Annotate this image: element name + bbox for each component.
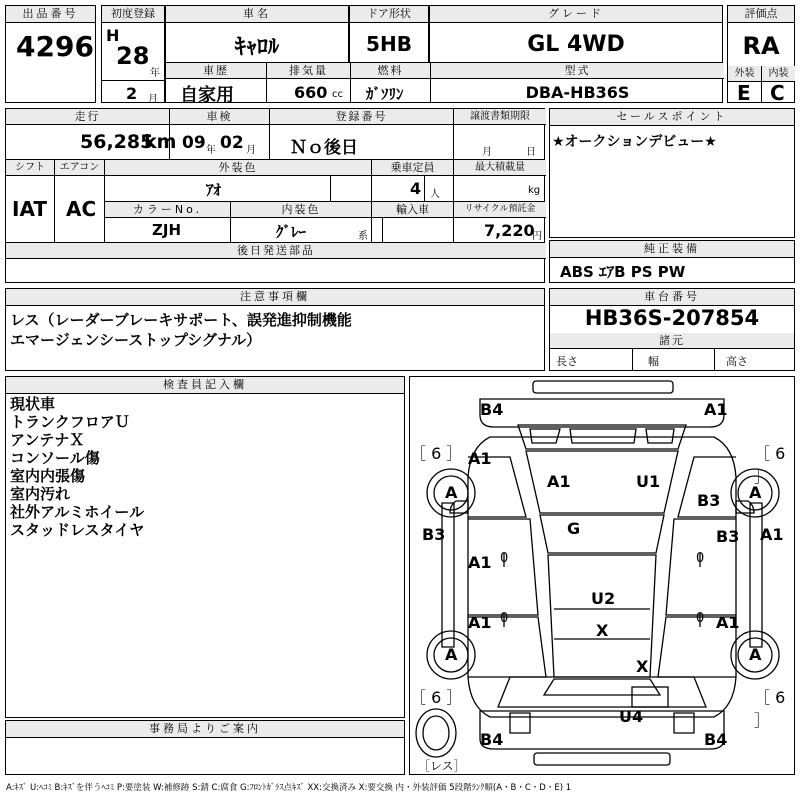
model-label: 型式 [431,63,724,79]
damage-wheel-rl: A [445,645,458,664]
chassis-number: HB36S-207854 [584,306,760,330]
chassis-box [549,288,795,371]
transfer-label: 譲渡書類期限 [454,109,546,125]
intcolor-unit: 系 [358,231,368,242]
grade-box [429,5,723,63]
equipment-box [549,240,795,283]
caution-line1: レス（レーダーブレーキサポート、誤発進抑制機能 [10,311,352,329]
selling-point-label: セールスポイント [550,109,794,126]
colorno-label: カラーNo. [105,202,230,218]
inspection-label: 車検 [170,109,269,125]
inspector-notes [10,395,144,539]
damage-front-right: A1 [704,400,728,419]
first-registration-label: 初度登録 [102,6,164,23]
spare-tire-note: ［レス］ [418,759,466,773]
spec-label: 諸元 [550,333,794,349]
damage-wheel-rr: A [749,645,762,664]
chassis-label: 車台番号 [550,289,794,306]
legend: A:ｷｽﾞ U:ﾍｺﾐ B:ｷｽﾞを伴うﾍｺﾐ P:要塗装 W:補修跡 S:錆 C:腐食 G:ﾌﾛﾝﾄｶﾞﾗｽ点ｷｽﾞ XX:交換済み X:要交換 内・外装評価 5段階ﾗﾝｸ順(A・B・C・D・E) 1 [6,783,572,793]
reg-month: 2 [126,84,138,103]
regno-label: 登録番号 [270,109,453,125]
score-label: 評価点 [728,6,794,23]
note-item: 現状車 [10,395,56,413]
displacement-label: 排気量 [267,63,350,79]
damage-wheel-fr: A [749,483,762,502]
capacity: 4 [410,179,422,198]
damage-trunk: U4 [619,707,644,726]
damage-glass: G [567,519,581,538]
import-label: 輸入車 [372,202,453,218]
note-item: 室内内張傷 [10,467,86,485]
transfer-day-unit: 日 [526,147,536,158]
selling-point-box [549,108,795,238]
damage-rear-right: B4 [704,730,728,749]
transfer-month-unit: 月 [482,147,492,158]
caution-box [5,288,545,371]
door-box [349,5,429,63]
vehicle-info-block [5,108,545,283]
office-box [5,720,405,775]
year-unit: 年 [150,68,160,79]
tire-tread-fr: ［ 6 ］ [754,444,786,486]
car-name-box [165,5,349,63]
lot-number-label: 出品番号 [6,6,95,23]
note-item: 社外アルミホイール [10,503,145,521]
inspector-label: 検査員記入欄 [6,377,404,394]
damage-rear-x: X [636,657,649,676]
era: H [106,26,120,45]
shift: IAT [12,197,48,221]
intcolor-label: 内装色 [231,202,371,218]
note-item: トランクフロアＵ [10,413,130,431]
door-fl-count: 0 [500,551,509,566]
damage-wheel-fl: A [445,483,458,502]
load-label: 最大積載量 [454,160,546,176]
capacity-label: 乗車定員 [372,160,453,176]
damage-front-left: B4 [480,400,504,419]
color-number: ZJH [152,221,182,239]
damage-fender-right: B3 [697,491,721,510]
tire-tread-rl: ［ 6 ］ [410,688,463,707]
ac-label: エアコン [55,160,104,176]
damage-pillar-right: B3 [716,527,740,546]
damage-pillar-left: B3 [422,525,446,544]
lot-number: 4296 [16,30,94,63]
fuel: ｶﾞｿﾘﾝ [366,85,404,103]
interior-grade: C [770,81,785,105]
damage-door-rr: A1 [716,613,740,632]
note-item: コンソール傷 [10,449,100,467]
inspector-box [5,376,405,718]
car-diagram [410,377,794,774]
damage-roof-x: X [596,621,609,640]
insp-month: 02 [220,133,244,153]
height-label: 高さ [726,355,748,368]
mileage: 56,285 [80,131,154,153]
reg-year: 28 [116,42,150,70]
damage-side-right: A1 [760,525,784,544]
damage-roof: U2 [591,589,616,608]
door-fr-count: 0 [696,551,705,566]
interior-label: 内装 [762,66,795,82]
recycle-unit: 円 [532,231,542,242]
note-item: 室内汚れ [10,485,71,503]
door-rr-count: 0 [696,611,705,626]
displacement-unit: cc [332,89,343,100]
model: DBA-HB36S [525,83,630,102]
color-label: 外装色 [105,160,371,176]
recycle-label: リサイクル預託金 [454,202,546,218]
selling-point: ★オークションデビュー★ [552,134,717,150]
damage-hood-right: U1 [636,472,661,491]
office-label: 事務局よりご案内 [6,721,404,738]
mileage-unit: km [144,131,177,153]
door-rl-count: 0 [500,611,509,626]
damage-hood-left: A1 [547,472,571,491]
displacement: 660 [294,83,328,102]
month-unit: 月 [148,94,158,105]
lot-number-box [5,5,96,103]
load-unit: kg [528,185,541,196]
note-item: スタッドレスタイヤ [10,521,145,539]
later-parts-label: 後日発送部品 [6,243,546,259]
first-registration-box [101,5,165,103]
car-diagram-box [409,376,795,775]
car-name: ｷｬﾛﾙ [234,35,279,60]
caution-label: 注意事項欄 [6,289,544,306]
history: 自家用 [180,85,234,106]
door-type: 5HB [366,32,412,56]
fuel-label: 燃料 [351,63,430,79]
equipment-label: 純正装備 [550,241,794,258]
tire-tread-fl: ［ 6 ］ [410,444,463,463]
equipment: ABS ｴｱB PS PW [560,263,686,281]
caution-line2: エマージェンシーストップシグナル） [10,331,262,349]
exterior-grade: E [737,81,751,105]
history-row [165,62,723,106]
mileage-label: 走行 [6,109,169,125]
damage-door-fl: A1 [468,553,492,572]
score: RA [742,32,780,60]
car-name-label: 車名 [166,6,348,23]
grade-label: グレード [430,6,722,23]
note-item: アンテナＸ [10,431,85,449]
history-label: 車歴 [166,63,266,79]
exterior-label: 外装 [728,66,761,82]
capacity-unit: 人 [430,189,440,200]
insp-year: 09 [182,133,206,153]
length-label: 長さ [556,355,578,368]
score-box [727,5,795,103]
tire-tread-rr: ［ 6 ］ [754,688,786,730]
width-label: 幅 [648,355,659,368]
interior-color: ｸﾞﾚｰ [276,223,307,241]
damage-door-rl: A1 [468,613,492,632]
insp-month-unit: 月 [246,145,256,156]
shift-label: シフト [6,160,54,176]
ac: AC [66,197,97,221]
door-label: ドア形状 [350,6,428,23]
damage-rear-left: B4 [480,730,504,749]
insp-year-unit: 年 [206,145,216,156]
exterior-color: ｱｵ [206,181,222,199]
damage-fender-left: A1 [468,449,492,468]
regno: Ｎｏ後日 [290,138,358,158]
grade: GL 4WD [527,32,625,57]
recycle: 7,220 [484,221,535,240]
